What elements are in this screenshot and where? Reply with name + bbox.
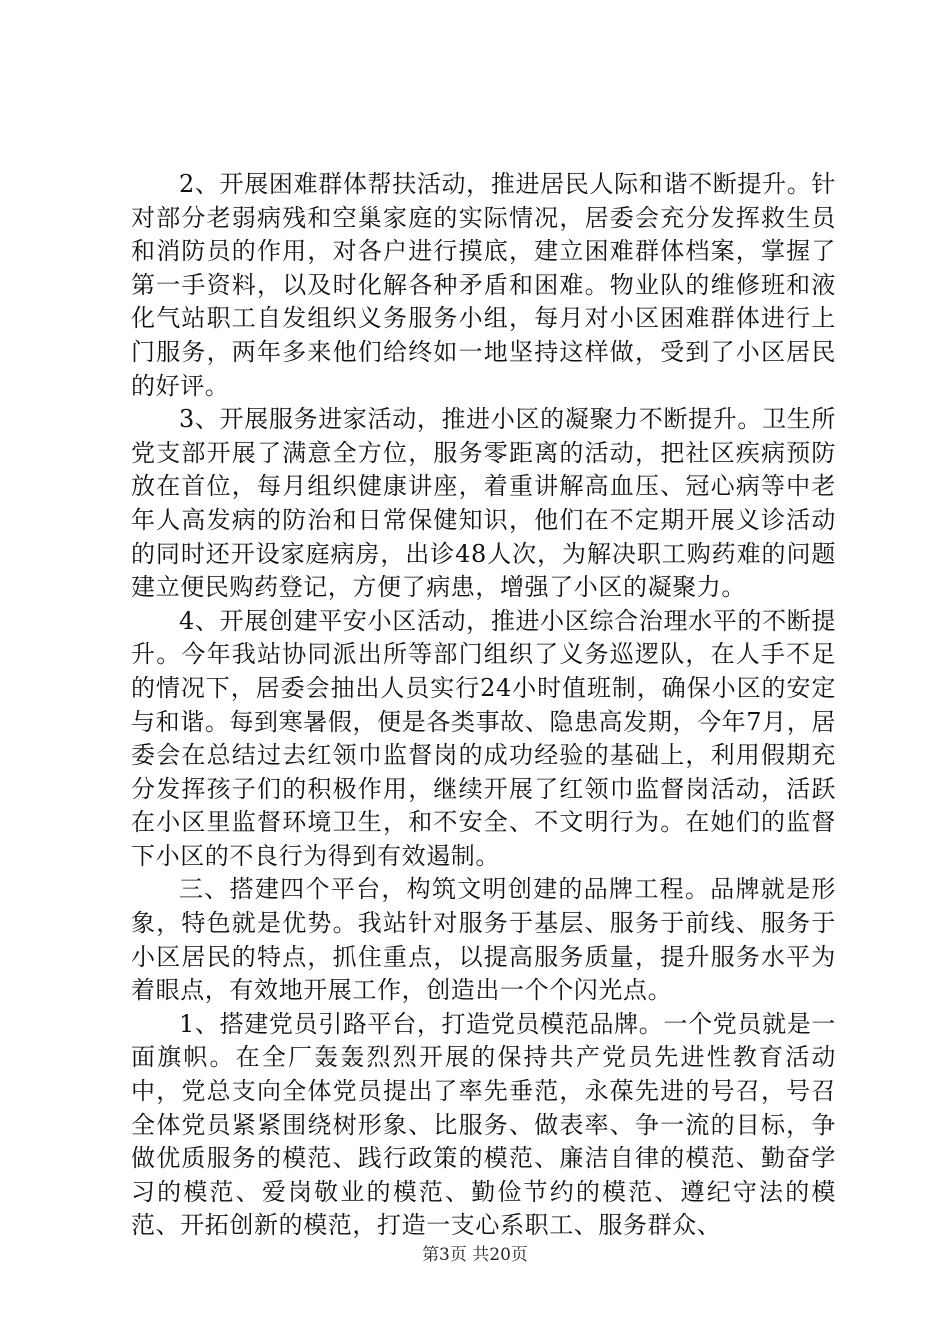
paragraph-1: 2、开展困难群体帮扶活动，推进居民人际和谐不断提升。针对部分老弱病残和空巢家庭的实际情况，居委会充分发挥救生员和消防员的作用，对各户进行摸底，建立困难群体档案，掌握了第一手资料，以及时化解各种矛盾和困难。物业队的维修班和液化气站职工自发组织义务服务小组，每月对小区困难群体进行上门服务，两年多来他们给终如一地坚持这样做，受到了小区居民的好评。 <box>131 170 836 400</box>
paragraph-3: 4、开展创建平安小区活动，推进小区综合治理水平的不断提升。今年我站协同派出所等部门组织了义务巡逻队，在人手不足的情况下，居委会抽出人员实行24小时值班制，确保小区的安定与和谐。每到寒暑假，便是各类事故、隐患高发期，今年7月，居委会在总结过去红领巾监督岗的成功经验的基础上，利用假期充分发挥孩子们的积极作用，继续开展了红领巾监督岗活动，活跃在小区里监督环境卫生，和不安全、不文明行为。在她们的监督下小区的不良行为得到有效遏制。 <box>131 606 836 870</box>
paragraph-2: 3、开展服务进家活动，推进小区的凝聚力不断提升。卫生所党支部开展了满意全方位，服务零距离的活动，把社区疾病预防放在首位，每月组织健康讲座，着重讲解高血压、冠心病等中老年人高发病的防治和日常保健知识，他们在不定期开展义诊活动的同时还开设家庭病房，出诊48人次，为解决职工购药难的问题建立便民购药登记，方便了病患，增强了小区的凝聚力。 <box>131 405 836 602</box>
document-body <box>131 168 836 1243</box>
paragraph-5: 1、搭建党员引路平台，打造党员模范品牌。一个党员就是一面旗帜。在全厂轰轰烈烈开展的保持共产党员先进性教育活动中，党总支向全体党员提出了率先垂范，永葆先进的号召，号召全体党员紧紧围绕树形象、比服务、做表率、争一流的目标，争做优质服务的模范、践行政策的模范、廉洁自律的模范、勤奋学习的模范、爱岗敬业的模范、勤俭节约的模范、遵纪守法的模范、开拓创新的模范，打造一支心系职工、服务群众、 <box>131 1009 836 1240</box>
paragraph-4: 三、搭建四个平台，构筑文明创建的品牌工程。品牌就是形象，特色就是优势。我站针对服务于基层、服务于前线、服务于小区居民的特点，抓住重点，以提高服务质量，提升服务水平为着眼点，有效地开展工作，创造出一个个闪光点。 <box>131 875 836 1005</box>
page-footer: 第3页 共20页 <box>422 1245 528 1265</box>
